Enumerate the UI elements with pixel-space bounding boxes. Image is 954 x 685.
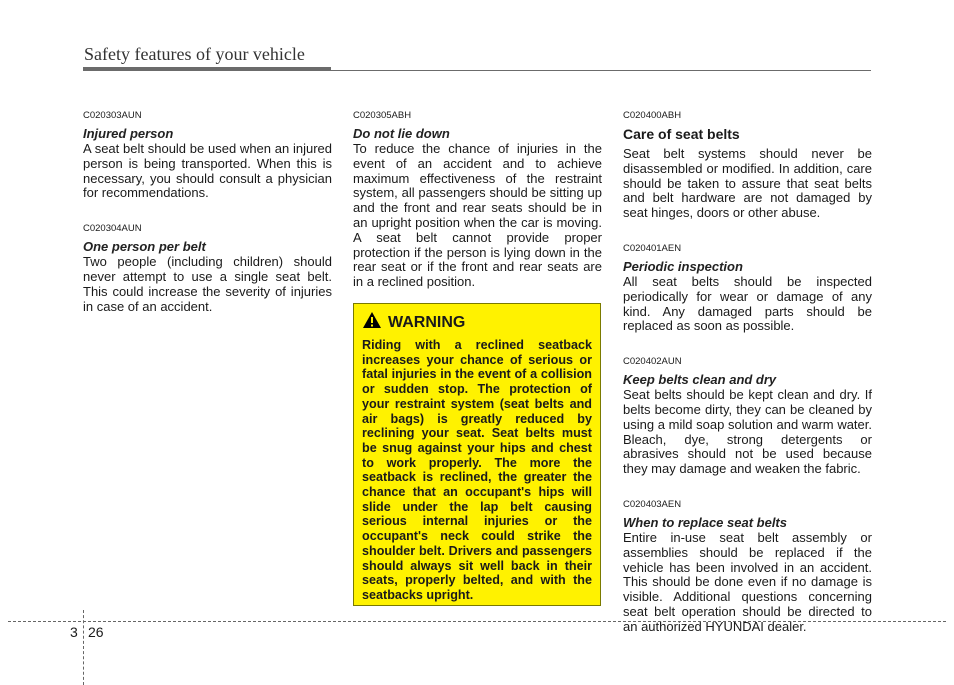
section-body: All seat belts should be inspected periodically for wear or damage of any kind. Any damaged parts should be replaced as soon as possible. [623, 273, 872, 334]
section-body: Seat belts should be kept clean and dry. If belts become dirty, they can be cleaned by using a mild soap solution and warm water. Bleach, dye, strong detergents or abrasives should not be used because they may damage and weaken the fabric. [623, 387, 872, 477]
header-rule-thin [331, 70, 871, 71]
section-heading: Care of seat belts [623, 126, 740, 142]
chapter-number: 3 [70, 624, 78, 640]
section-body: To reduce the chance of injuries in the event of an accident and to achieve maximum effectiveness of the restraint system, all passengers should be sitting up and the front and rear seats should be in an upright position when the car is moving. A seat belt cannot provide proper protection if the person is lying down in the rear seat or if the front and rear seats are in a reclined position. [353, 141, 602, 290]
spacer [623, 477, 872, 499]
spacer [83, 201, 332, 223]
section-body: A seat belt should be used when an injured person is being transported. When this is necessary, you should consult a physician for recommendations. [83, 141, 332, 201]
warning-box [353, 303, 601, 606]
section-subtitle: Do not lie down [353, 126, 450, 141]
section-code: C020305ABH [353, 110, 412, 121]
section-code: C020402AUN [623, 356, 682, 368]
section-injured-person [83, 110, 332, 201]
section-body: Two people (including children) should never attempt to use a single seat belt. This could increase the severity of injuries in case of an accident. [83, 254, 332, 314]
section-keep-belts-clean [623, 356, 872, 477]
section-code: C020403AEN [623, 498, 682, 510]
page-number: 26 [88, 624, 104, 640]
section-subtitle: Periodic inspection [623, 258, 743, 274]
section-subtitle: One person per belt [83, 239, 206, 255]
section-code: C020304AUN [83, 223, 142, 235]
column-1 [83, 110, 332, 314]
section-when-to-replace [623, 499, 872, 635]
header-title: Safety features of your vehicle [84, 44, 305, 64]
section-code: C020303AUN [83, 110, 142, 121]
footer-vertical-divider [83, 610, 84, 685]
section-periodic-inspection [623, 243, 872, 334]
warning-title: WARNING [388, 313, 466, 331]
warning-header [362, 311, 592, 334]
header-rule-thick [83, 67, 331, 71]
section-subtitle: Keep belts clean and dry [623, 372, 777, 388]
section-body: Seat belt systems should never be disassembled or modified. In addition, care should be taken to assure that seat belts and belt hardware are not damaged by seat hinges, doors or other abuse. [623, 146, 872, 221]
section-code: C020401AEN [623, 242, 682, 254]
section-body: Entire in-use seat belt assembly or assemblies should be replaced if the vehicle has been involved in an accident. This should be done even if no damage is visible. Additional questions concerning seat belt operation should be directed to an authorized HYUNDAI dealer. [623, 529, 872, 634]
column-2 [353, 110, 602, 290]
section-code: C020400ABH [623, 110, 682, 121]
section-do-not-lie-down [353, 110, 602, 290]
spacer [623, 334, 872, 356]
section-care-of-seat-belts [623, 110, 872, 221]
column-3 [623, 110, 872, 635]
warning-body: Riding with a reclined seatback increases your chance of serious or fatal injuries in the event of a collision or sudden stop. The protection of your restraint system (seat belts and air bags) is greatly reduced by reclining your seat. Seat belts must be snug against your hips and chest to work properly. The more the seatback is reclined, the greater the chance that an occupant's hips will slide under the lap belt causing serious internal injuries or the occupant's neck could strike the shoulder belt. Drivers and passengers should always sit well back in their seats, properly belted, and with the seatbacks upright. [362, 338, 592, 602]
footer-divider [8, 621, 946, 622]
section-subtitle: When to replace seat belts [623, 514, 787, 530]
warning-triangle-icon [362, 311, 382, 334]
spacer [623, 221, 872, 243]
section-one-person-per-belt [83, 223, 332, 314]
section-subtitle: Injured person [83, 126, 174, 141]
